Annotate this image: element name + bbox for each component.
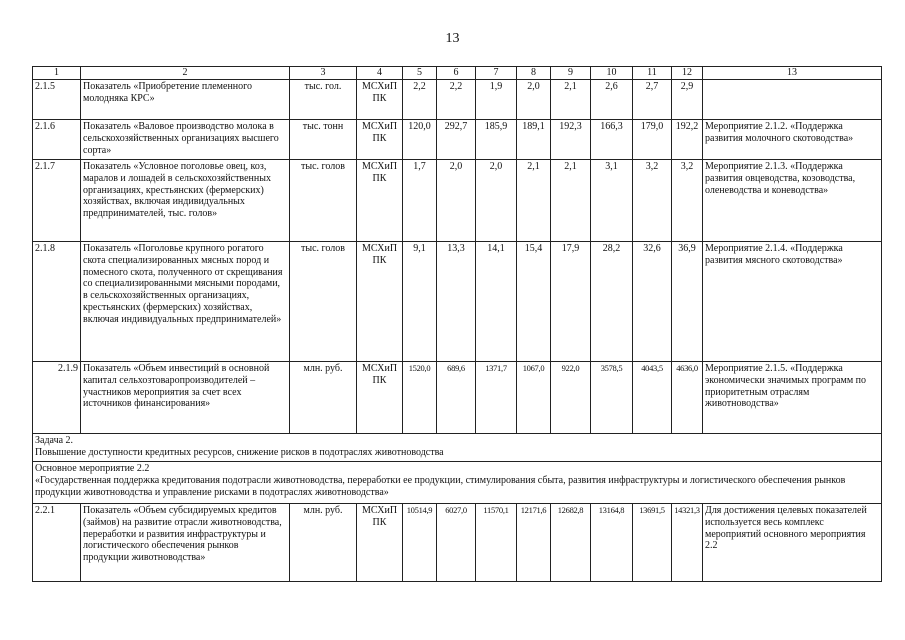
- row-value: 2,0: [437, 160, 476, 242]
- row-value: 17,9: [551, 242, 591, 362]
- row-indicator: Показатель «Поголовье крупного рогатого скота специализированных мясных пород и помесного скота, полученного от скрещивания со специализированными мясными породами, в сельскохозяйственных организациях, крестьянских (фермерских) хозяйствах, включая индивидуальных предпринимателей»: [81, 242, 290, 362]
- row-unit: тыс. голов: [290, 160, 357, 242]
- header-cell: 4: [357, 67, 403, 80]
- row-value: 3,2: [672, 160, 703, 242]
- row-value: 2,7: [633, 80, 672, 120]
- header-cell: 1: [33, 67, 81, 80]
- table-row: [33, 362, 882, 434]
- row-executor: МСХиП ПК: [357, 362, 403, 434]
- row-unit: тыс. голов: [290, 242, 357, 362]
- header-cell: 8: [517, 67, 551, 80]
- row-value: 2,0: [517, 80, 551, 120]
- row-indicator: Показатель «Условное поголовье овец, коз, маралов и лошадей в сельскохозяйственных организациях, крестьянских (фермерских) хозяйствах, включая индивидуальных предпринимателей, тыс. голов»: [81, 160, 290, 242]
- header-cell: 9: [551, 67, 591, 80]
- header-cell: 2: [81, 67, 290, 80]
- table-row: [33, 504, 882, 582]
- row-value: 2,1: [517, 160, 551, 242]
- table-row: [33, 80, 882, 120]
- row-code: 2.1.9: [33, 362, 81, 434]
- task-text: Повышение доступности кредитных ресурсов, снижение рисков в подотраслях животноводства: [35, 446, 444, 458]
- row-value: 2,1: [551, 80, 591, 120]
- row-value: 2,2: [437, 80, 476, 120]
- row-code: 2.1.8: [33, 242, 81, 362]
- main-event-row: [33, 462, 882, 504]
- row-value: 32,6: [633, 242, 672, 362]
- row-value: 10514,9: [403, 504, 437, 582]
- task-section: [33, 434, 882, 462]
- header-cell: 13: [703, 67, 882, 80]
- row-value: 14,1: [476, 242, 517, 362]
- row-value: 1,7: [403, 160, 437, 242]
- row-value: 2,9: [672, 80, 703, 120]
- task-title: Задача 2.: [35, 435, 74, 446]
- row-value: 1,9: [476, 80, 517, 120]
- table-row: [33, 242, 882, 362]
- row-note: Для достижения целевых показателей используется весь комплекс мероприятий основного мероприятия 2.2: [703, 504, 882, 582]
- row-value: 189,1: [517, 120, 551, 160]
- row-code: 2.1.6: [33, 120, 81, 160]
- row-value: 1067,0: [517, 362, 551, 434]
- row-note: Мероприятие 2.1.2. «Поддержка развития молочного скотоводства»: [703, 120, 882, 160]
- row-note: Мероприятие 2.1.3. «Поддержка развития овцеводства, козоводства, оленеводства и коневодства»: [703, 160, 882, 242]
- page-number: 13: [445, 31, 460, 46]
- main-event-section: [33, 462, 882, 504]
- row-value: 689,6: [437, 362, 476, 434]
- header-row: [33, 67, 882, 80]
- row-executor: МСХиП ПК: [357, 80, 403, 120]
- row-value: 4043,5: [633, 362, 672, 434]
- main-event-title: Основное мероприятие 2.2: [35, 463, 150, 474]
- row-value: 120,0: [403, 120, 437, 160]
- header-cell: 10: [591, 67, 633, 80]
- table-row: [33, 120, 882, 160]
- row-value: 2,0: [476, 160, 517, 242]
- row-value: 166,3: [591, 120, 633, 160]
- row-unit: тыс. тонн: [290, 120, 357, 160]
- row-value: 11570,1: [476, 504, 517, 582]
- row-indicator: Показатель «Объем субсидируемых кредитов (займов) на развитие отрасли животноводства, переработки и развития инфраструктуры и логистического обеспечения рынков продукции животноводства»: [81, 504, 290, 582]
- row-value: 192,3: [551, 120, 591, 160]
- row-executor: МСХиП ПК: [357, 160, 403, 242]
- row-value: 13164,8: [591, 504, 633, 582]
- row-executor: МСХиП ПК: [357, 120, 403, 160]
- row-indicator: Показатель «Валовое производство молока в сельскохозяйственных организациях высшего сорта»: [81, 120, 290, 160]
- row-unit: млн. руб.: [290, 504, 357, 582]
- row-value: 1371,7: [476, 362, 517, 434]
- row-value: 9,1: [403, 242, 437, 362]
- row-value: 2,2: [403, 80, 437, 120]
- row-value: 3,2: [633, 160, 672, 242]
- row-code: 2.2.1: [33, 504, 81, 582]
- row-value: 185,9: [476, 120, 517, 160]
- row-executor: МСХиП ПК: [357, 504, 403, 582]
- header-cell: 3: [290, 67, 357, 80]
- row-unit: млн. руб.: [290, 362, 357, 434]
- row-unit: тыс. гол.: [290, 80, 357, 120]
- table-row: [33, 160, 882, 242]
- row-value: 28,2: [591, 242, 633, 362]
- row-indicator: Показатель «Объем инвестиций в основной капитал сельхозтоваропроизводителей – участников мероприятия за счет всех источников финансирования»: [81, 362, 290, 434]
- row-value: 36,9: [672, 242, 703, 362]
- row-note: Мероприятие 2.1.5. «Поддержка экономически значимых программ по приоритетным отраслям животноводства»: [703, 362, 882, 434]
- header-cell: 5: [403, 67, 437, 80]
- row-value: 3,1: [591, 160, 633, 242]
- row-value: 179,0: [633, 120, 672, 160]
- row-value: 12682,8: [551, 504, 591, 582]
- row-note: Мероприятие 2.1.4. «Поддержка развития мясного скотоводства»: [703, 242, 882, 362]
- row-code: 2.1.5: [33, 80, 81, 120]
- row-value: 13,3: [437, 242, 476, 362]
- header-cell: 11: [633, 67, 672, 80]
- row-value: 3578,5: [591, 362, 633, 434]
- row-value: 12171,6: [517, 504, 551, 582]
- row-value: 6027,0: [437, 504, 476, 582]
- row-value: 192,2: [672, 120, 703, 160]
- row-value: 922,0: [551, 362, 591, 434]
- row-code: 2.1.7: [33, 160, 81, 242]
- header-cell: 12: [672, 67, 703, 80]
- row-value: 14321,3: [672, 504, 703, 582]
- row-value: 15,4: [517, 242, 551, 362]
- row-executor: МСХиП ПК: [357, 242, 403, 362]
- row-value: 13691,5: [633, 504, 672, 582]
- row-value: 2,1: [551, 160, 591, 242]
- row-note: [703, 80, 882, 120]
- task-row: [33, 434, 882, 462]
- row-indicator: Показатель «Приобретение племенного молодняка КРС»: [81, 80, 290, 120]
- header-cell: 6: [437, 67, 476, 80]
- indicators-table: [32, 66, 882, 582]
- row-value: 2,6: [591, 80, 633, 120]
- header-cell: 7: [476, 67, 517, 80]
- row-value: 292,7: [437, 120, 476, 160]
- row-value: 4636,0: [672, 362, 703, 434]
- main-event-text: «Государственная поддержка кредитования подотрасли животноводства, переработки ее продукции, стимулирования сбыта, развития инфраструктуры и логистического обеспечения рынков продукции животноводства и управление рисками в подотраслях животноводства»: [35, 474, 848, 498]
- row-value: 1520,0: [403, 362, 437, 434]
